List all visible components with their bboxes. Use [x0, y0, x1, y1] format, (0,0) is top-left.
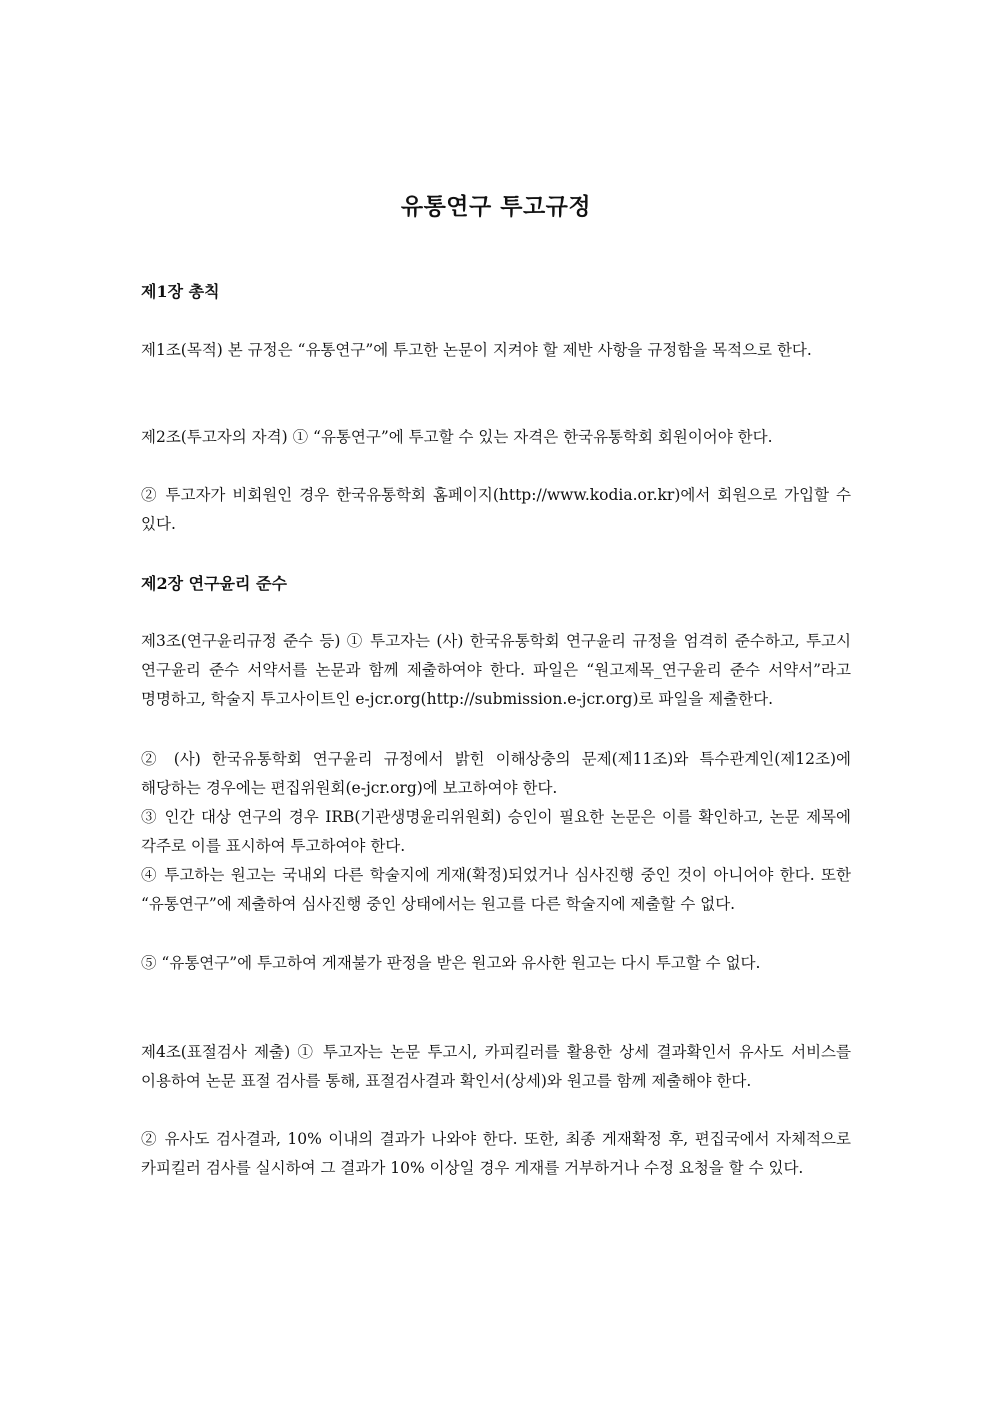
article-3-clause-1: 제3조(연구윤리규정 준수 등) ① 투고자는 (사) 한국유통학회 연구윤리 규정을 엄격히 준수하고, 투고시 연구윤리 준수 서약서를 논문과 함께 제출하여야 한다. 파일은 “원고제목_연구윤리 준수 서약서”라고 명명하고, 학술지 투고사이트인 e-jcr.org(http://submission.e-jcr.org)로 파일을 제출한다. — [141, 632, 851, 708]
article-4-clause-1: 제4조(표절검사 제출) ① 투고자는 논문 투고시, 카피킬러를 활용한 상세 결과확인서 유사도 서비스를 이용하여 논문 표절 검사를 통해, 표절검사결과 확인서(상세)와 원고를 함께 제출해야 한다. — [141, 1043, 851, 1090]
article-2-clause-1: 제2조(투고자의 자격) ① “유통연구”에 투고할 수 있는 자격은 한국유통학회 회원이어야 한다. — [141, 428, 773, 446]
article-3-clause-3: ③ 인간 대상 연구의 경우 IRB(기관생명윤리위원회) 승인이 필요한 논문은 이를 확인하고, 논문 제목에 각주로 이를 표시하여 투고하여야 한다. — [141, 808, 851, 855]
document-title: 유통연구 투고규정 — [400, 193, 592, 220]
article-3-clause-2: ② (사) 한국유통학회 연구윤리 규정에서 밝힌 이해상충의 문제(제11조)와 특수관계인(제12조)에 해당하는 경우에는 편집위원회(e-jcr.org)에 보고하여야 한다. — [141, 750, 851, 797]
article-3-clause-5: ⑤ “유통연구”에 투고하여 게재불가 판정을 받은 원고와 유사한 원고는 다시 투고할 수 없다. — [141, 954, 761, 972]
chapter-1-heading: 제1장 총칙 — [141, 282, 220, 301]
chapter-2-heading: 제2장 연구윤리 준수 — [141, 574, 287, 593]
article-3-clause-4: ④ 투고하는 원고는 국내외 다른 학술지에 게재(확정)되었거나 심사진행 중인 것이 아니어야 한다. 또한 “유통연구”에 제출하여 심사진행 중인 상태에서는 원고를 다른 학술지에 제출할 수 없다. — [141, 866, 851, 913]
article-1: 제1조(목적) 본 규정은 “유통연구”에 투고한 논문이 지켜야 할 제반 사항을 규정함을 목적으로 한다. — [141, 341, 812, 359]
article-2-clause-2: ② 투고자가 비회원인 경우 한국유통학회 홈페이지(http://www.kodia.or.kr)에서 회원으로 가입할 수 있다. — [141, 486, 851, 533]
article-4-clause-2: ② 유사도 검사결과, 10% 이내의 결과가 나와야 한다. 또한, 최종 게재확정 후, 편집국에서 자체적으로 카피킬러 검사를 실시하여 그 결과가 10% 이상일 경우 게재를 거부하거나 수정 요청을 할 수 있다. — [141, 1130, 851, 1177]
